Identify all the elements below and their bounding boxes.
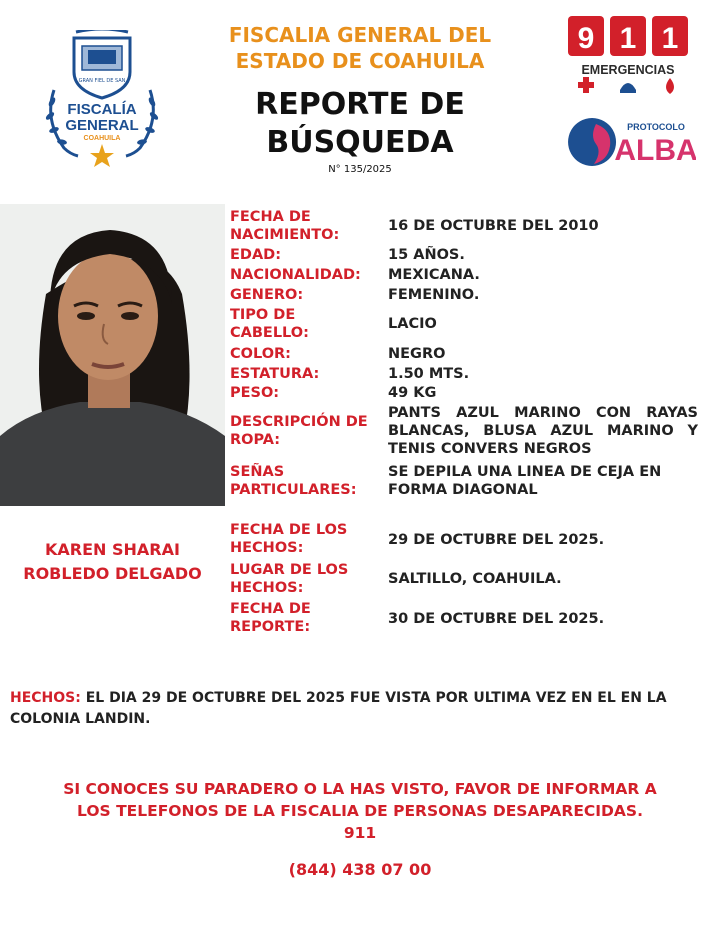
- value-genero: FEMENINO.: [388, 287, 480, 303]
- label-genero: GENERO:: [230, 287, 304, 303]
- value-peso: 49 KG: [388, 385, 437, 401]
- value-nacionalidad: MEXICANA.: [388, 267, 480, 283]
- star-icon: [90, 144, 114, 167]
- logo-line1: FISCALÍA: [67, 101, 137, 118]
- police-cap-icon: [620, 83, 636, 93]
- agency-name: FISCALIA GENERAL DEL ESTADO DE COAHUILA: [228, 23, 492, 73]
- fiscalia-logo: [40, 30, 164, 170]
- value-tipo-cabello: LACIO: [388, 316, 437, 332]
- value-color: NEGRO: [388, 346, 446, 362]
- label-fecha-nacimiento: FECHA DE NACIMIENTO:: [230, 209, 340, 243]
- value-fecha-nacimiento: 16 DE OCTUBRE DEL 2010: [388, 218, 599, 234]
- value-lugar-hechos: SALTILLO, COAHUILA.: [388, 571, 562, 587]
- report-number: N° 135/2025: [328, 164, 392, 175]
- label-peso: PESO:: [230, 385, 280, 401]
- label-tipo-cabello: TIPO DE CABELLO:: [230, 307, 309, 341]
- fire-icon: [666, 78, 674, 94]
- label-color: COLOR:: [230, 346, 291, 362]
- label-estatura: ESTATURA:: [230, 366, 320, 382]
- label-lugar-hechos: LUGAR DE LOS HECHOS:: [230, 562, 349, 596]
- svg-text:GRAN FIEL DE SAN: GRAN FIEL DE SAN: [78, 78, 126, 84]
- person-name: KAREN SHARAI ROBLEDO DELGADO: [23, 540, 202, 583]
- value-fecha-reporte: 30 DE OCTUBRE DEL 2025.: [388, 611, 605, 627]
- label-ropa: DESCRIPCIÓN DE ROPA:: [230, 414, 368, 448]
- protocolo-alba-logo: [562, 114, 696, 170]
- logo-line2: GENERAL: [65, 117, 139, 134]
- value-senas: SE DEPILA UNA LINEA DE CEJA EN FORMA DIAGONAL: [388, 464, 662, 498]
- contact-phone[interactable]: (844) 438 07 00: [288, 860, 432, 879]
- label-edad: EDAD:: [230, 247, 281, 263]
- appeal-message: SI CONOCES SU PARADERO O LA HAS VISTO, FAVOR DE INFORMAR A LOS TELEFONOS DE LA FISCALIA DE PERSONAS DESAPARECIDAS. 911: [63, 780, 657, 842]
- label-nacionalidad: NACIONALIDAD:: [230, 267, 361, 283]
- label-fecha-reporte: FECHA DE REPORTE:: [230, 601, 311, 635]
- logo-line3: COAHUILA: [83, 135, 121, 142]
- label-senas: SEÑAS PARTICULARES:: [230, 464, 357, 498]
- coat-of-arms-icon: [74, 30, 130, 98]
- hechos-label: HECHOS:: [10, 690, 81, 706]
- report-title: REPORTE DE BÚSQUEDA: [255, 87, 465, 160]
- emergencias-911-logo: [566, 14, 690, 104]
- svg-text:9: 9: [577, 22, 595, 55]
- medical-cross-icon: [578, 77, 594, 93]
- value-ropa: PANTS AZUL MARINO CON RAYAS BLANCAS, BLUSA AZUL MARINO Y TENIS CONVERS NEGROS: [388, 405, 698, 457]
- svg-text:1: 1: [619, 22, 637, 55]
- person-photo: [0, 204, 225, 506]
- alba-big: ALBA: [614, 134, 696, 167]
- emergencias-label: EMERGENCIAS: [581, 63, 675, 77]
- svg-text:1: 1: [661, 22, 679, 55]
- alba-small: PROTOCOLO: [627, 122, 685, 132]
- value-fecha-hechos: 29 DE OCTUBRE DEL 2025.: [388, 532, 605, 548]
- label-fecha-hechos: FECHA DE LOS HECHOS:: [230, 522, 348, 556]
- value-edad: 15 AÑOS.: [388, 247, 465, 263]
- hechos-paragraph: [10, 688, 710, 730]
- value-estatura: 1.50 MTS.: [388, 366, 470, 382]
- hechos-text: EL DIA 29 DE OCTUBRE DEL 2025 FUE VISTA POR ULTIMA VEZ EN EL EN LA COLONIA LANDIN.: [10, 690, 667, 727]
- silhouette-icon: [568, 118, 616, 166]
